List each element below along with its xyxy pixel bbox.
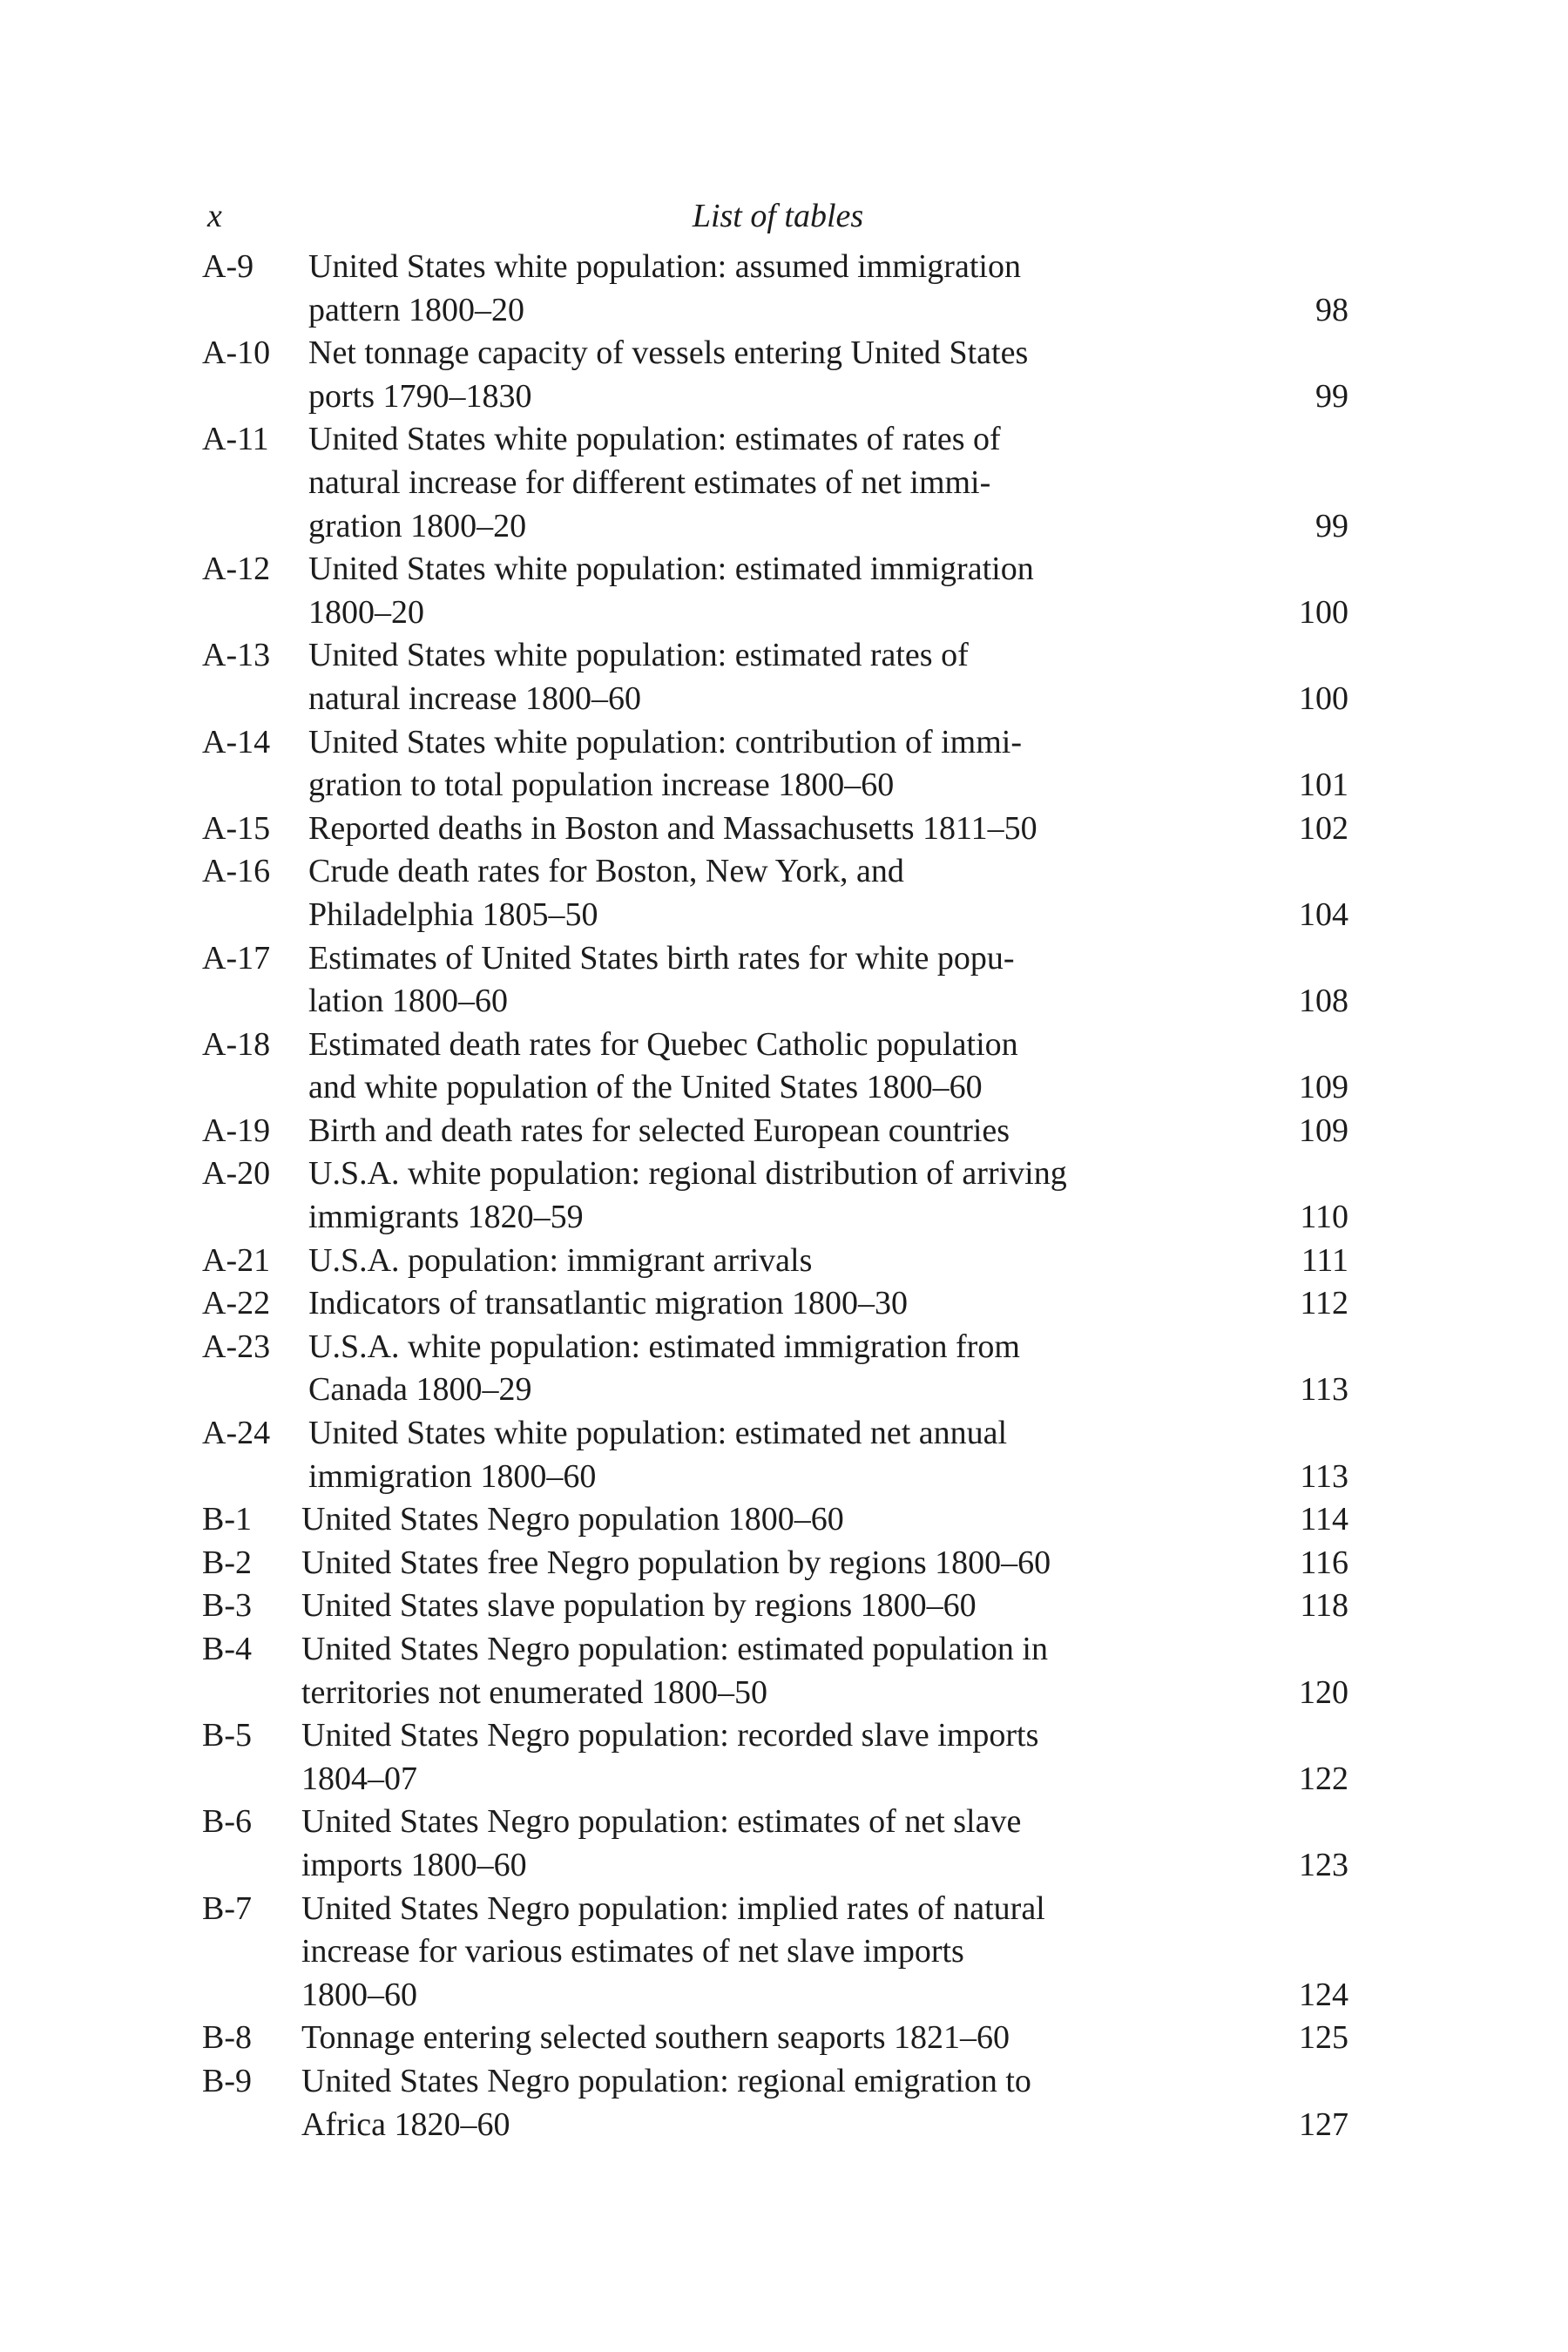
page-number: 114	[1300, 1501, 1348, 1538]
page-number: 109	[1299, 1069, 1348, 1106]
list-item	[202, 1714, 1348, 1801]
list-item	[202, 937, 1348, 1024]
page-number: 113	[1300, 1457, 1348, 1495]
page-title: List of tables	[692, 198, 864, 234]
table-number: A-23	[202, 1328, 271, 1365]
table-title: U.S.A. white population: estimated immigration from Canada 1800–29	[308, 1328, 1020, 1409]
table-number: A-12	[202, 551, 271, 588]
list-item	[202, 850, 1348, 936]
table-number: B-5	[202, 1717, 252, 1754]
table-title: Estimates of United States birth rates for white popu- lation 1800–60	[308, 939, 1015, 1020]
page-number: 98	[1315, 291, 1348, 328]
page-number: 123	[1299, 1846, 1348, 1883]
list-item	[202, 1801, 1348, 1887]
list-item	[202, 1152, 1348, 1239]
table-title: U.S.A. white population: regional distribution of arriving immigrants 1820–59	[308, 1155, 1067, 1236]
page-number: 127	[1299, 2105, 1348, 2143]
table-title: Indicators of transatlantic migration 1800–30	[308, 1285, 909, 1322]
table-number: B-7	[202, 1889, 252, 1927]
table-number: B-2	[202, 1544, 252, 1581]
table-number: B-1	[202, 1501, 252, 1538]
table-title: United States white population: estimates of rates of natural increase for different estimates of net immi- gration 1800–20	[308, 421, 1001, 544]
page-number: 124	[1299, 1976, 1348, 2013]
table-number: B-3	[202, 1587, 252, 1625]
table-title: United States white population: estimated net annual immigration 1800–60	[308, 1415, 1008, 1495]
table-title: Net tonnage capacity of vessels entering United States ports 1790–1830	[308, 335, 1029, 415]
table-number: A-21	[202, 1241, 271, 1279]
list-item	[202, 548, 1348, 634]
table-title: United States white population: contribution of immi- gration to total population increase 1800–60	[308, 723, 1023, 804]
list-item	[202, 634, 1348, 720]
table-title: United States Negro population 1800–60	[301, 1501, 844, 1538]
list-item	[202, 721, 1348, 808]
page-number: 99	[1315, 377, 1348, 415]
table-number: A-14	[202, 723, 271, 760]
page-number: 101	[1299, 767, 1348, 804]
list-item	[202, 1542, 1348, 1585]
list-item	[202, 808, 1348, 851]
list-item	[202, 1585, 1348, 1628]
list-item	[202, 1326, 1348, 1412]
page-number: 113	[1300, 1371, 1348, 1409]
table-title: United States slave population by regions 1800–60	[301, 1587, 977, 1625]
list-item	[202, 1024, 1348, 1110]
table-title: Birth and death rates for selected European countries	[308, 1112, 1010, 1149]
table-number: A-24	[202, 1415, 271, 1452]
table-number: A-18	[202, 1025, 271, 1063]
table-number: A-15	[202, 809, 271, 847]
page-number: 111	[1301, 1241, 1348, 1279]
list-item	[202, 1110, 1348, 1153]
table-list	[202, 246, 1348, 2146]
page-number: 122	[1299, 1760, 1348, 1797]
table-number: A-17	[202, 939, 271, 977]
table-number: A-22	[202, 1285, 271, 1322]
table-title: United States free Negro population by regions 1800–60	[301, 1544, 1051, 1581]
table-title: United States Negro population: estimated population in territories not enumerated 1800–50	[301, 1631, 1048, 1711]
table-number: A-13	[202, 637, 271, 674]
table-number: A-16	[202, 853, 271, 890]
table-title: United States white population: assumed immigration pattern 1800–20	[308, 248, 1021, 328]
list-item	[202, 2017, 1348, 2060]
list-item	[202, 1888, 1348, 2017]
table-title: Estimated death rates for Quebec Catholic population and white population of the United States 1800–60	[308, 1025, 1018, 1106]
page-folio: x	[207, 198, 222, 234]
page-number: 112	[1300, 1285, 1348, 1322]
table-number: B-4	[202, 1631, 252, 1667]
table-number: A-10	[202, 335, 271, 372]
table-number: B-9	[202, 2062, 252, 2099]
page-number: 120	[1299, 1673, 1348, 1711]
running-head	[207, 192, 1348, 240]
table-number: B-6	[202, 1803, 252, 1841]
table-title: U.S.A. population: immigrant arrivals	[308, 1241, 813, 1279]
page-number: 116	[1300, 1544, 1348, 1581]
list-item	[202, 2060, 1348, 2146]
table-title: Reported deaths in Boston and Massachusetts 1811–50	[308, 809, 1037, 847]
page-number: 118	[1300, 1587, 1348, 1625]
table-number: B-8	[202, 2019, 252, 2057]
list-item	[202, 246, 1348, 332]
page-number: 104	[1299, 896, 1348, 933]
list-item	[202, 1628, 1348, 1714]
table-title: United States white population: estimated immigration 1800–20	[308, 551, 1034, 631]
table-number: A-20	[202, 1155, 271, 1193]
table-title: United States Negro population: regional emigration to Africa 1820–60	[301, 2062, 1031, 2143]
page-number: 99	[1315, 507, 1348, 544]
list-item	[202, 1240, 1348, 1283]
list-item	[202, 332, 1348, 418]
list-item	[202, 1412, 1348, 1498]
table-title: United States Negro population: implied rates of natural increase for various estimates of net slave imports 1800–60	[301, 1889, 1045, 2013]
list-item	[202, 1498, 1348, 1542]
list-item	[202, 1282, 1348, 1326]
page-number: 109	[1299, 1112, 1348, 1149]
table-title: United States Negro population: recorded slave imports 1804–07	[301, 1717, 1039, 1797]
page-number: 102	[1299, 809, 1348, 847]
table-title: Crude death rates for Boston, New York, and Philadelphia 1805–50	[308, 853, 904, 933]
table-number: A-19	[202, 1112, 271, 1149]
table-title: United States white population: estimated rates of natural increase 1800–60	[308, 637, 969, 717]
page-number: 100	[1299, 679, 1348, 717]
table-number: A-11	[202, 421, 269, 458]
table-title: United States Negro population: estimates of net slave imports 1800–60	[301, 1803, 1022, 1883]
page-number: 110	[1300, 1199, 1348, 1236]
page-number: 108	[1299, 983, 1348, 1020]
list-item	[202, 418, 1348, 548]
page-number: 100	[1299, 593, 1348, 631]
table-number: A-9	[202, 248, 254, 285]
table-title: Tonnage entering selected southern seaports 1821–60	[301, 2019, 1010, 2057]
page-number: 125	[1299, 2019, 1348, 2057]
